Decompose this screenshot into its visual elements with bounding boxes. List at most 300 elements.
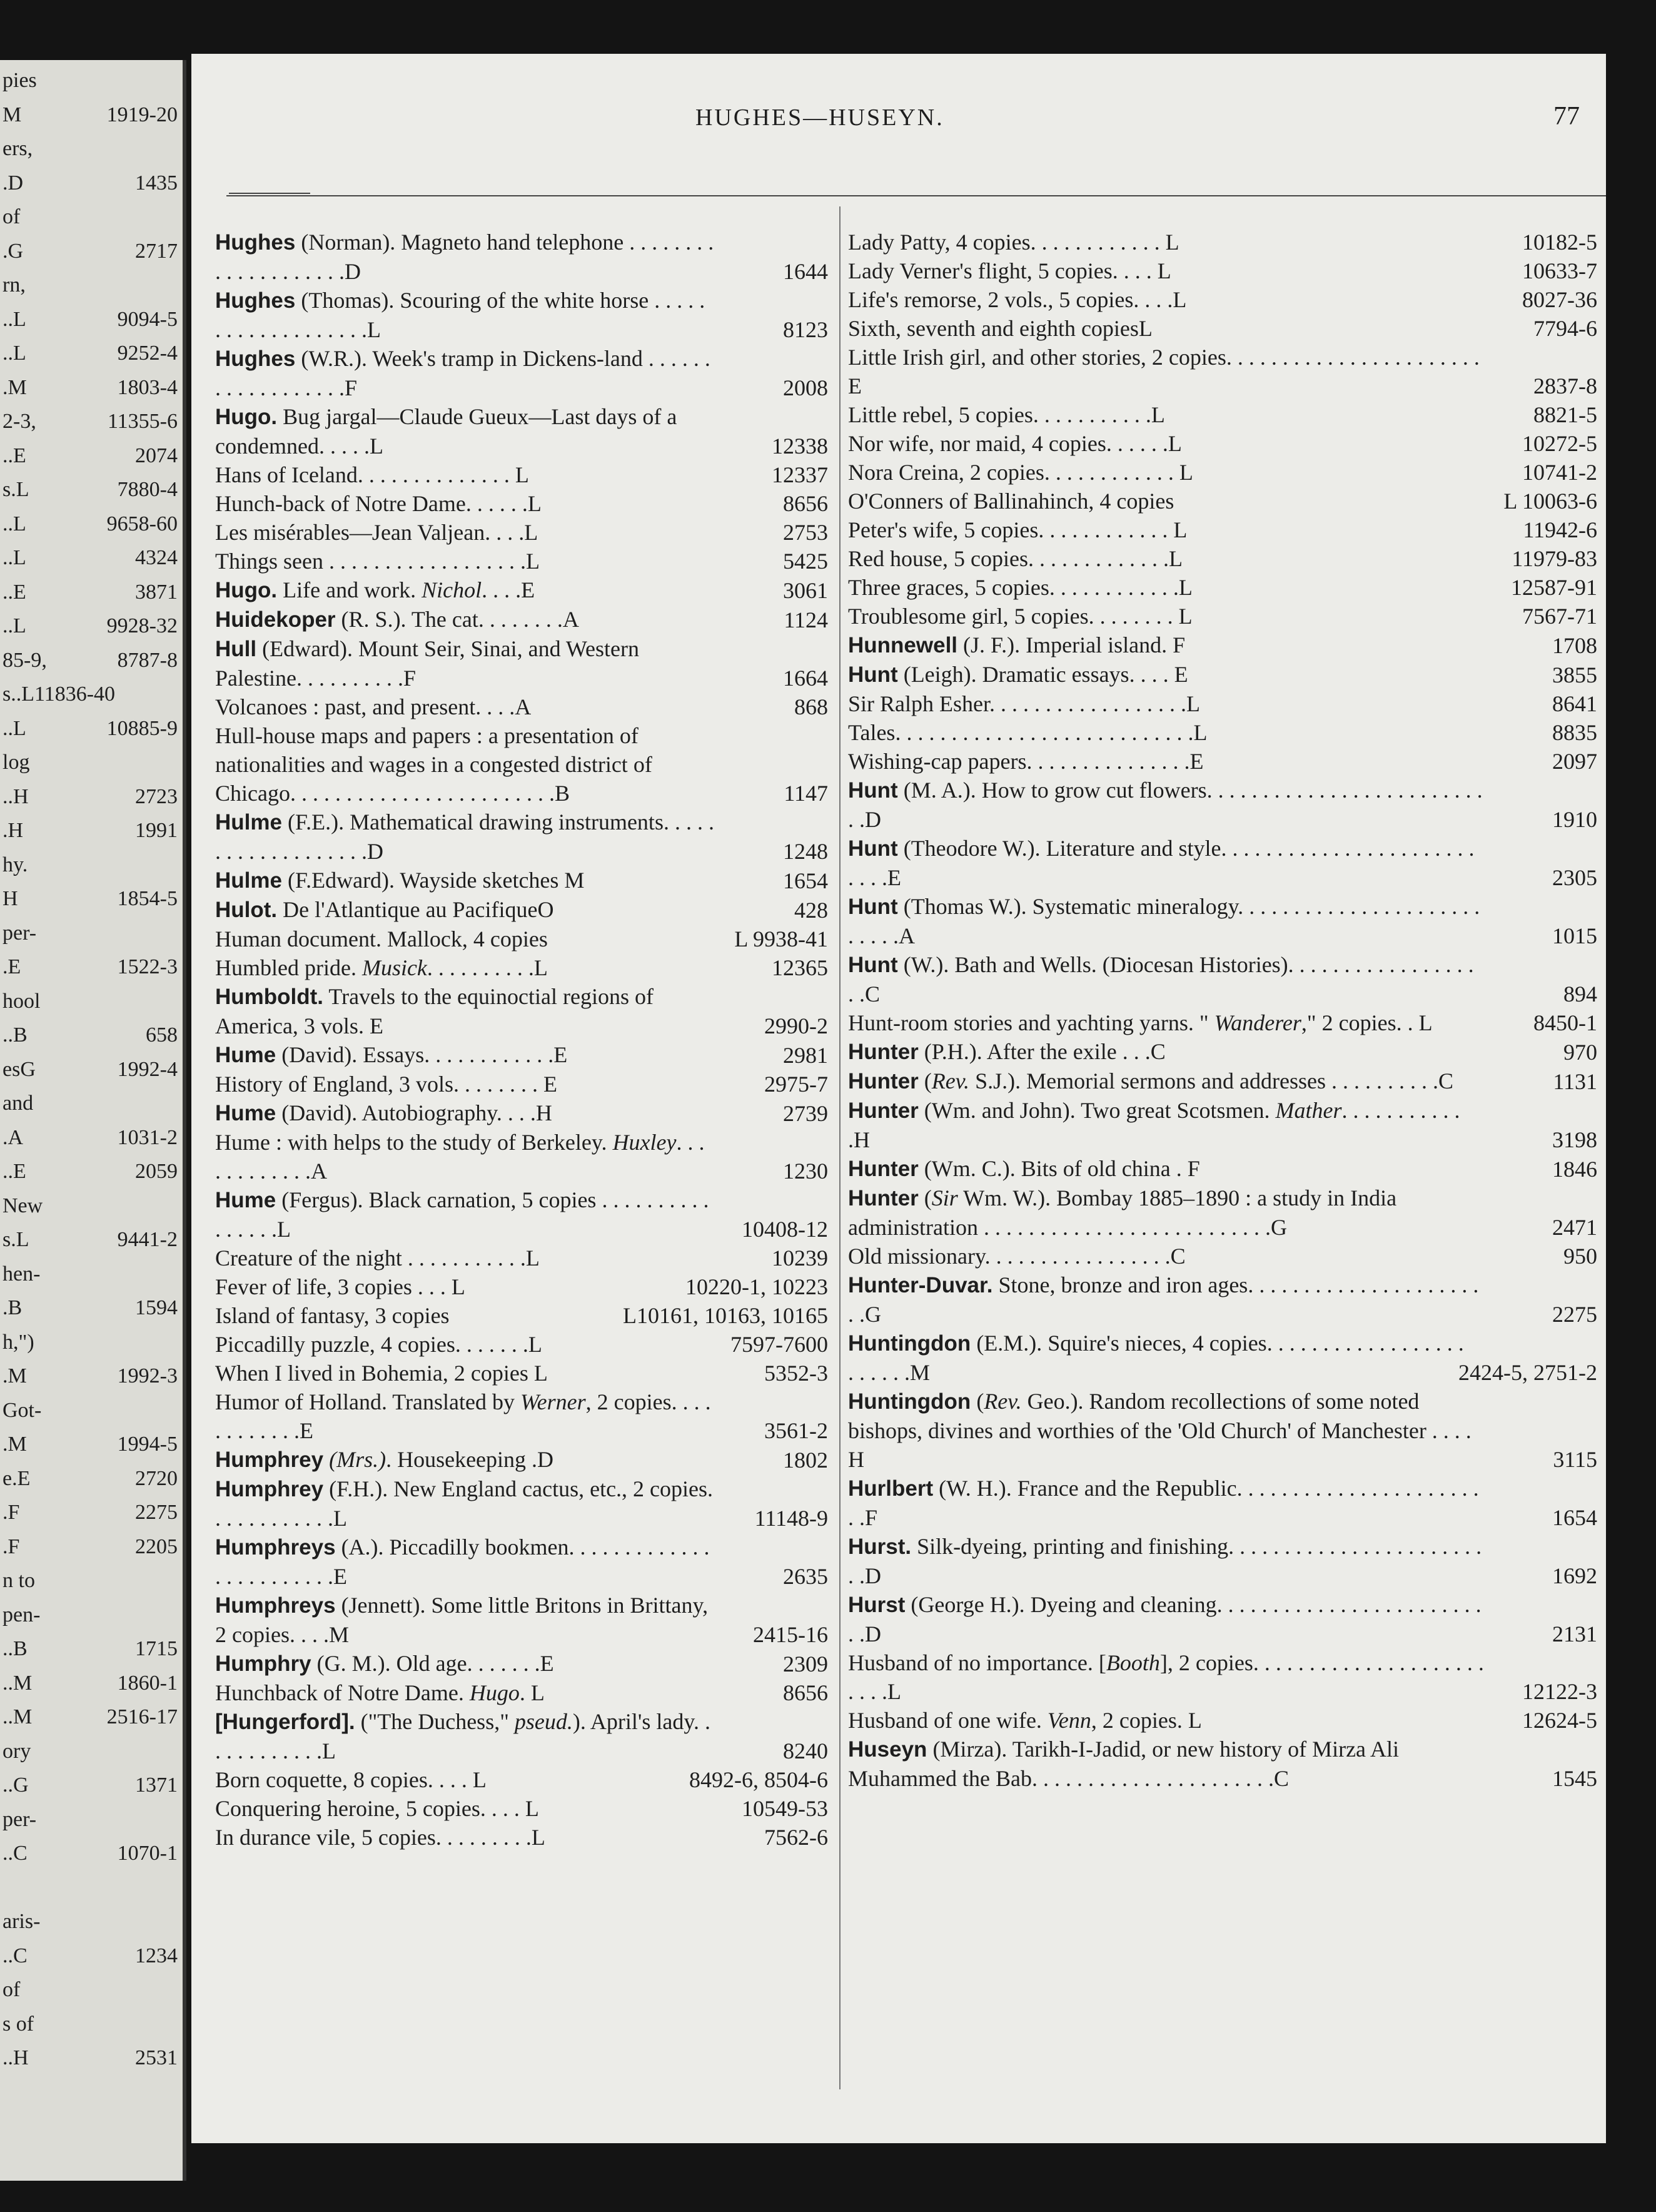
entry-number: 950 [1563, 1244, 1597, 1269]
entry-heading: Hunnewell [848, 633, 958, 657]
entry-heading: Huntingdon [848, 1389, 971, 1414]
entry-title [848, 228, 1597, 256]
entry-number: 10633-7 [1522, 258, 1597, 283]
entry-text: Tales. . . . . . . . . . . . . . . . . . . . . . . . . . .L [848, 720, 1208, 745]
entry-number: 1654 [1552, 1505, 1597, 1530]
catalog-entry [215, 1098, 828, 1128]
entry-tail: ], 2 copies. . . . . . . . . . . . . . . . . . . . . . . . .L [848, 1650, 1484, 1704]
entry-number: 10220-1, 10223 [685, 1274, 828, 1299]
book-page [191, 54, 1606, 2143]
entry-number: 8821-5 [1533, 402, 1597, 427]
entry-text: Hull-house maps and papers : a presentation of nationalities and wages in a congested district of Chicago. . . . . . . . . . . . . . . . . . . . . . . .B [215, 723, 652, 806]
entry-number: 8492-6, 8504-6 [689, 1767, 828, 1792]
entry-number: 2837-8 [1533, 373, 1597, 398]
entry-number: 10741-2 [1522, 460, 1597, 485]
catalog-entry [848, 660, 1597, 689]
entry-title [215, 982, 828, 1040]
entry-text: Little Irish girl, and other stories, 2 copies. . . . . . . . . . . . . . . . . . . . . . . E [848, 345, 1480, 398]
catalog-entry [848, 1037, 1597, 1067]
fragment-number: 1803-4 [117, 375, 178, 399]
fragment-text: .F [3, 1535, 20, 1558]
entry-text: (Fergus). Black carnation, 5 copies . . . . . . . . . . . . . . . .L [215, 1187, 709, 1242]
entry-text: Hunt-room stories and yachting yarns. " [848, 1010, 1214, 1035]
catalog-entry [215, 1474, 828, 1533]
entry-number: 7562-6 [764, 1825, 828, 1850]
catalog-entry [215, 982, 828, 1040]
entry-number: 1708 [1552, 633, 1597, 658]
catalog-entry [215, 518, 828, 547]
entry-text: Troublesome girl, 5 copies. . . . . . . . L [848, 604, 1193, 629]
entry-title [215, 953, 828, 982]
entry-number: 1248 [783, 839, 828, 864]
entry-number: 12338 [772, 434, 828, 459]
catalog-entry [215, 1128, 828, 1185]
entry-text: Things seen . . . . . . . . . . . . . . . . . .L [215, 549, 540, 574]
catalog-entry [215, 344, 828, 402]
entry-text: ( [971, 1389, 984, 1414]
entry-number: 2008 [783, 375, 828, 400]
entry-heading: Hunt [848, 836, 898, 861]
fragment-text: h,") [3, 1330, 34, 1354]
entry-heading: Hunter-Duvar. [848, 1273, 993, 1297]
entry-italic: Wanderer [1214, 1010, 1301, 1035]
catalog-entry [215, 1244, 828, 1272]
fragment-text: ..C [3, 1944, 28, 1967]
fragment-number: 1070-1 [117, 1842, 178, 1865]
fragment-text: 2-3, [3, 410, 36, 433]
fragment-text: per- [3, 1807, 37, 1831]
entry-heading: Hume [215, 1188, 276, 1212]
entry-number: 8656 [783, 491, 828, 516]
entry-number: 1124 [784, 607, 828, 632]
entry-text: Hans of Iceland. . . . . . . . . . . . . . L [215, 462, 529, 487]
entry-number: 894 [1563, 982, 1597, 1007]
entry-text: Humbled pride. [215, 955, 362, 980]
entry-text: (Edward). Mount Seir, Sinai, and Western Palestine. . . . . . . . . .F [215, 636, 639, 691]
entry-title [215, 808, 828, 866]
fragment-text: pies [3, 69, 37, 92]
catalog-entry [848, 689, 1597, 718]
entry-italic: Hugo [469, 1680, 520, 1705]
fragment-number: 9928-32 [106, 614, 178, 637]
catalog-entry [848, 1474, 1597, 1532]
entry-text: Volcanoes : past, and present. . . .A [215, 694, 532, 719]
entry-number: 7567-71 [1522, 604, 1597, 629]
catalog-entry [848, 458, 1597, 487]
entry-text: (F.H.). New England cactus, etc., 2 copies. . . . . . . . . . . .L [215, 1476, 714, 1531]
entry-number: 8835 [1552, 720, 1597, 745]
entry-italic: Musick [361, 955, 427, 980]
entry-title [848, 256, 1597, 285]
left-column [215, 228, 828, 1852]
entry-number: 970 [1563, 1040, 1597, 1065]
entry-title [215, 1098, 828, 1128]
entry-italic: Nichol [422, 577, 482, 602]
entry-heading: Humphrey [215, 1448, 324, 1472]
fragment-text: .M [3, 1364, 27, 1388]
entry-text: Life's remorse, 2 vols., 5 copies. . . .L [848, 287, 1187, 312]
entry-text: Hunchback of Notre Dame. [215, 1680, 470, 1705]
entry-number: 1692 [1552, 1563, 1597, 1588]
fragment-number: 1991 [135, 819, 178, 842]
entry-text: When I lived in Bohemia, 2 copies L [215, 1361, 548, 1386]
entry-heading: Hull [215, 637, 257, 661]
fragment-number: 11355-6 [107, 410, 178, 433]
entry-number: 2305 [1552, 865, 1597, 890]
entry-text: Peter's wife, 5 copies. . . . . . . . . . . . L [848, 517, 1188, 542]
entry-tail: . . . . . . . . . .L [427, 955, 548, 980]
entry-text: (J. F.). Imperial island. F [957, 632, 1186, 657]
fragment-text: M [3, 103, 22, 126]
fragment-text: .F [3, 1501, 20, 1524]
entry-text: (G. M.). Old age. . . . . . .E [311, 1651, 554, 1676]
catalog-entry [215, 1678, 828, 1707]
entry-text: (W. H.). France and the Republic. . . . . . . . . . . . . . . . . . . . . . . .F [848, 1476, 1479, 1530]
entry-title [848, 1648, 1597, 1706]
entry-title [848, 1532, 1597, 1590]
entry-title [215, 286, 828, 344]
entry-title [215, 1070, 828, 1098]
entry-title [848, 602, 1597, 631]
entry-number: 10239 [772, 1246, 828, 1271]
fragment-number: 2275 [135, 1501, 178, 1524]
fragment-text: ..E [3, 580, 26, 604]
fragment-text: per- [3, 921, 37, 945]
catalog-entry [848, 343, 1597, 400]
entry-text: Nor wife, nor maid, 4 copies. . . . . .L [848, 431, 1182, 456]
catalog-entry [215, 1794, 828, 1823]
entry-title [215, 1707, 828, 1765]
fragment-text: ..C [3, 1842, 28, 1865]
catalog-entry [848, 892, 1597, 950]
entry-title [848, 1706, 1597, 1735]
catalog-entry [848, 834, 1597, 892]
entry-tail: . . . . . . . . . . . .A [215, 1130, 705, 1184]
catalog-entry [848, 1706, 1597, 1735]
entry-title [215, 895, 828, 925]
fragment-text: ..L [3, 307, 26, 331]
catalog-entry [215, 925, 828, 953]
catalog-entry [215, 460, 828, 489]
entry-text: (F.Edward). Wayside sketches M [281, 868, 585, 893]
entry-italic: Venn [1047, 1708, 1091, 1733]
entry-title [215, 1359, 828, 1388]
entry-heading: Hunter [848, 1040, 919, 1064]
fragment-text: of [3, 205, 21, 228]
entry-text: Conquering heroine, 5 copies. . . . L [215, 1796, 539, 1821]
entry-italic: Booth [1106, 1650, 1160, 1675]
entry-number: 11148-9 [754, 1506, 828, 1531]
entry-number: 428 [794, 898, 828, 923]
catalog-entry [848, 718, 1597, 747]
catalog-entry [848, 515, 1597, 544]
catalog-entry [848, 950, 1597, 1008]
fragment-number: 1715 [135, 1637, 178, 1660]
entry-heading: Hume [215, 1101, 276, 1125]
fragment-text: .B [3, 1296, 23, 1319]
entry-title [215, 1388, 828, 1445]
entry-italic: Werner [520, 1389, 586, 1414]
right-column [848, 228, 1597, 1793]
entry-heading: Hugo. [215, 578, 278, 602]
entry-number: 1910 [1552, 807, 1597, 832]
entry-heading: Hunt [848, 895, 898, 919]
fragment-text: .A [3, 1125, 24, 1149]
entry-title [848, 660, 1597, 689]
entry-number: 8123 [783, 317, 828, 342]
entry-tail: . . . . . . . . . . . .H [848, 1098, 1460, 1152]
fragment-number: 2720 [135, 1466, 178, 1490]
entry-text: Travels to the equinoctial regions of America, 3 vols. E [215, 984, 654, 1038]
entry-heading: Hurlbert [848, 1476, 934, 1501]
fragment-number: 1854-5 [117, 887, 178, 910]
entry-heading: Hume [215, 1043, 276, 1067]
fragment-text: ers, [3, 137, 33, 160]
catalog-entry [215, 1301, 828, 1330]
entry-number: 12587-91 [1511, 575, 1597, 600]
entry-text: (Jennett). Some little Britons in Brittany, 2 copies. . . .M [215, 1593, 709, 1647]
fragment-text: ..H [3, 784, 29, 808]
entry-text: Les misérables—Jean Valjean. . . .L [215, 520, 538, 545]
entry-title [848, 314, 1597, 343]
fragment-text: ..L [3, 716, 26, 740]
catalog-entry [848, 487, 1597, 515]
entry-text: Lady Patty, 4 copies. . . . . . . . . . . . L [848, 230, 1179, 255]
fragment-text: s.L [3, 1228, 29, 1251]
entry-text: Sir Ralph Esher. . . . . . . . . . . . . . . . . .L [848, 691, 1200, 716]
fragment-number: 2205 [135, 1535, 178, 1558]
entry-title [215, 1794, 828, 1823]
entry-text: Life and work. [277, 577, 422, 602]
fragment-text: H [3, 887, 18, 910]
entry-title [848, 1184, 1597, 1242]
entry-text: (Leigh). Dramatic essays. . . . E [897, 662, 1188, 687]
catalog-entry [848, 1590, 1597, 1648]
entry-text: Husband of one wife. [848, 1708, 1048, 1733]
catalog-entry [848, 285, 1597, 314]
fragment-text: esG [3, 1057, 36, 1081]
fragment-number: 1435 [135, 171, 178, 195]
entry-title [215, 460, 828, 489]
fragment-text: ..L [3, 512, 26, 535]
fragment-number: 1031-2 [117, 1125, 178, 1149]
fragment-number: 7880-4 [117, 478, 178, 501]
running-head: HUGHES—HUSEYN. [695, 104, 944, 131]
entry-number: 2981 [783, 1043, 828, 1068]
entry-number: 2471 [1552, 1215, 1597, 1240]
entry-title [848, 544, 1597, 573]
catalog-entry [215, 634, 828, 693]
header-rule [226, 195, 1606, 196]
entry-number: 5352-3 [764, 1361, 828, 1386]
header-rule-short [229, 193, 310, 194]
entry-title [215, 1823, 828, 1852]
catalog-entry [215, 1707, 828, 1765]
fragment-text: ..E [3, 444, 26, 467]
entry-title [848, 1474, 1597, 1532]
entry-title [848, 689, 1597, 718]
fragment-text: ..B [3, 1023, 28, 1047]
entry-title [848, 573, 1597, 602]
catalog-entry [215, 1359, 828, 1388]
entry-number: 2131 [1552, 1621, 1597, 1646]
entry-number: 2739 [783, 1101, 828, 1126]
entry-number: 1846 [1552, 1157, 1597, 1182]
entry-italic: Sir [931, 1185, 958, 1210]
fragment-text: ..M [3, 1671, 33, 1695]
fragment-text: and [3, 1092, 34, 1115]
catalog-entry [215, 1765, 828, 1794]
entry-number: 10182-5 [1522, 230, 1597, 255]
catalog-entry [215, 286, 828, 344]
entry-number: 868 [794, 694, 828, 719]
fragment-text: n to [3, 1569, 35, 1592]
entry-title [215, 1533, 828, 1591]
entry-number: 10549-53 [742, 1796, 828, 1821]
entry-title [215, 547, 828, 576]
catalog-entry [215, 1823, 828, 1852]
entry-title [848, 1008, 1597, 1037]
fragment-number: 2059 [135, 1160, 178, 1183]
entry-number: 8656 [783, 1680, 828, 1705]
entry-number: 12122-3 [1522, 1679, 1597, 1704]
entry-title [215, 693, 828, 721]
entry-heading: Hughes [215, 230, 296, 255]
catalog-entry [215, 1649, 828, 1678]
entry-tail: S.J.). Memorial sermons and addresses . . . . . . . . . .C [969, 1068, 1453, 1093]
entry-text: (Theodore W.). Literature and style. . . . . . . . . . . . . . . . . . . . . . . . . . .E [848, 836, 1475, 890]
entry-text: Hume : with helps to the study of Berkeley. [215, 1130, 613, 1155]
fragment-text: log [3, 751, 30, 774]
fragment-number: 9441-2 [117, 1228, 178, 1251]
entry-text: Silk-dyeing, printing and finishing. . . . . . . . . . . . . . . . . . . . . . . . .D [848, 1534, 1482, 1588]
entry-title [848, 747, 1597, 776]
catalog-entry [848, 1008, 1597, 1037]
entry-text: Humor of Holland. Translated by [215, 1389, 520, 1414]
fragment-number: 1992-3 [117, 1364, 178, 1388]
catalog-entry [215, 866, 828, 895]
entry-number: 10272-5 [1522, 431, 1597, 456]
catalog-entry [215, 1445, 828, 1474]
fragment-text: New [3, 1194, 43, 1217]
entry-text: Fever of life, 3 copies . . . L [215, 1274, 465, 1299]
fragment-text: e.E [3, 1466, 31, 1490]
entry-text: (David). Autobiography. . . .H [276, 1100, 552, 1125]
catalog-entry [848, 1329, 1597, 1387]
entry-title [848, 950, 1597, 1008]
entry-tail: Geo.). Random recollections of some noted bishops, divines and worthies of the 'Old Church' of Manchester . . . . H [848, 1389, 1472, 1472]
entry-italic: Mather [1275, 1098, 1342, 1123]
entry-title [848, 1271, 1597, 1329]
catalog-entry [215, 605, 828, 634]
entry-title [848, 429, 1597, 458]
entry-text: Little rebel, 5 copies. . . . . . . . . . .L [848, 402, 1165, 427]
entry-text: Human document. Mallock, 4 copies [215, 926, 548, 951]
fragment-text: ..L [3, 614, 26, 637]
entry-text: Creature of the night . . . . . . . . . . .L [215, 1246, 540, 1271]
entry-text: (Mirza). Tarikh-I-Jadid, or new history of Mirza Ali Muhammed the Bab. . . . . . . . . . . . . . . . . . . . . .C [848, 1737, 1400, 1791]
entry-number: 2975-7 [764, 1072, 828, 1097]
entry-text: Bug jargal—Claude Gueux—Last days of a condemned. . . . .L [215, 404, 677, 459]
entry-heading: Huntingdon [848, 1331, 971, 1356]
entry-heading: Hunt [848, 778, 898, 803]
entry-text: Island of fantasy, 3 copies [215, 1303, 450, 1328]
entry-title [215, 721, 828, 808]
fragment-text: rn, [3, 273, 26, 297]
entry-number: 7597-7600 [730, 1332, 828, 1357]
entry-text: Sixth, seventh and eighth copiesL [848, 316, 1153, 341]
fragment-number: 2717 [135, 239, 178, 263]
entry-text: ("The Duchess," [355, 1709, 515, 1734]
entry-heading: Hurst [848, 1593, 906, 1617]
catalog-entry [848, 228, 1597, 256]
fragment-text: ..E [3, 1160, 26, 1183]
catalog-entry [215, 1533, 828, 1591]
entry-text: History of England, 3 vols. . . . . . . . E [215, 1072, 557, 1097]
catalog-entry [215, 1591, 828, 1649]
entry-title [215, 634, 828, 693]
fragment-text: hen- [3, 1262, 41, 1286]
entry-text: De l'Atlantique au PacifiqueO [277, 897, 554, 922]
entry-number: 1664 [783, 666, 828, 691]
entry-number: 3198 [1552, 1127, 1597, 1152]
catalog-entry [215, 1330, 828, 1359]
entry-number: L10161, 10163, 10165 [623, 1303, 828, 1328]
entry-title [215, 344, 828, 402]
catalog-entry [215, 953, 828, 982]
entry-number: 8027-36 [1522, 287, 1597, 312]
entry-number: 11979-83 [1512, 546, 1597, 571]
entry-tail: Wm. W.). Bombay 1885–1890 : a study in India administration . . . . . . . . . . . . . . . . . . . . . . . . . .G [848, 1185, 1397, 1240]
entry-tail: ," 2 copies. . L [1301, 1010, 1433, 1035]
entry-italic: Huxley [612, 1130, 677, 1155]
entry-tail: . Housekeeping .D [386, 1447, 554, 1472]
entry-number: 12337 [772, 462, 828, 487]
entry-number: 1802 [783, 1448, 828, 1473]
fragment-text: .D [3, 171, 24, 195]
entry-heading: Hughes [215, 347, 296, 371]
catalog-entry [215, 1272, 828, 1301]
fragment-number: 8787-8 [117, 648, 178, 672]
entry-text: Red house, 5 copies. . . . . . . . . . . . .L [848, 546, 1183, 571]
fragment-text: ..L [3, 342, 26, 365]
entry-heading: Hunter [848, 1069, 919, 1093]
entry-number: 1131 [1553, 1069, 1597, 1094]
entry-text: (R. S.). The cat. . . . . . . .A [335, 607, 579, 632]
fragment-text: .E [3, 955, 21, 978]
catalog-entry [848, 544, 1597, 573]
fragment-text: pen- [3, 1603, 41, 1626]
entry-number: 2753 [783, 520, 828, 545]
entry-title [215, 1185, 828, 1244]
entry-number: 5425 [783, 549, 828, 574]
entry-number: 1654 [783, 868, 828, 893]
entry-number: 7794-6 [1533, 316, 1597, 341]
catalog-entry [848, 1532, 1597, 1590]
entry-title [848, 1242, 1597, 1271]
entry-text: Old missionary. . . . . . . . . . . . . . . . .C [848, 1244, 1186, 1269]
catalog-entry [848, 1271, 1597, 1329]
entry-heading: Hugo. [215, 405, 278, 429]
entry-number: L 10063-6 [1503, 489, 1597, 514]
fragment-text: ..M [3, 1705, 33, 1728]
fragment-number: 1919-20 [106, 103, 178, 126]
fragment-text: .G [3, 239, 24, 263]
fragment-number: 9658-60 [106, 512, 178, 535]
fragment-text: ..G [3, 1773, 29, 1797]
entry-text: (David). Essays. . . . . . . . . . . .E [276, 1042, 568, 1067]
catalog-entry [215, 489, 828, 518]
